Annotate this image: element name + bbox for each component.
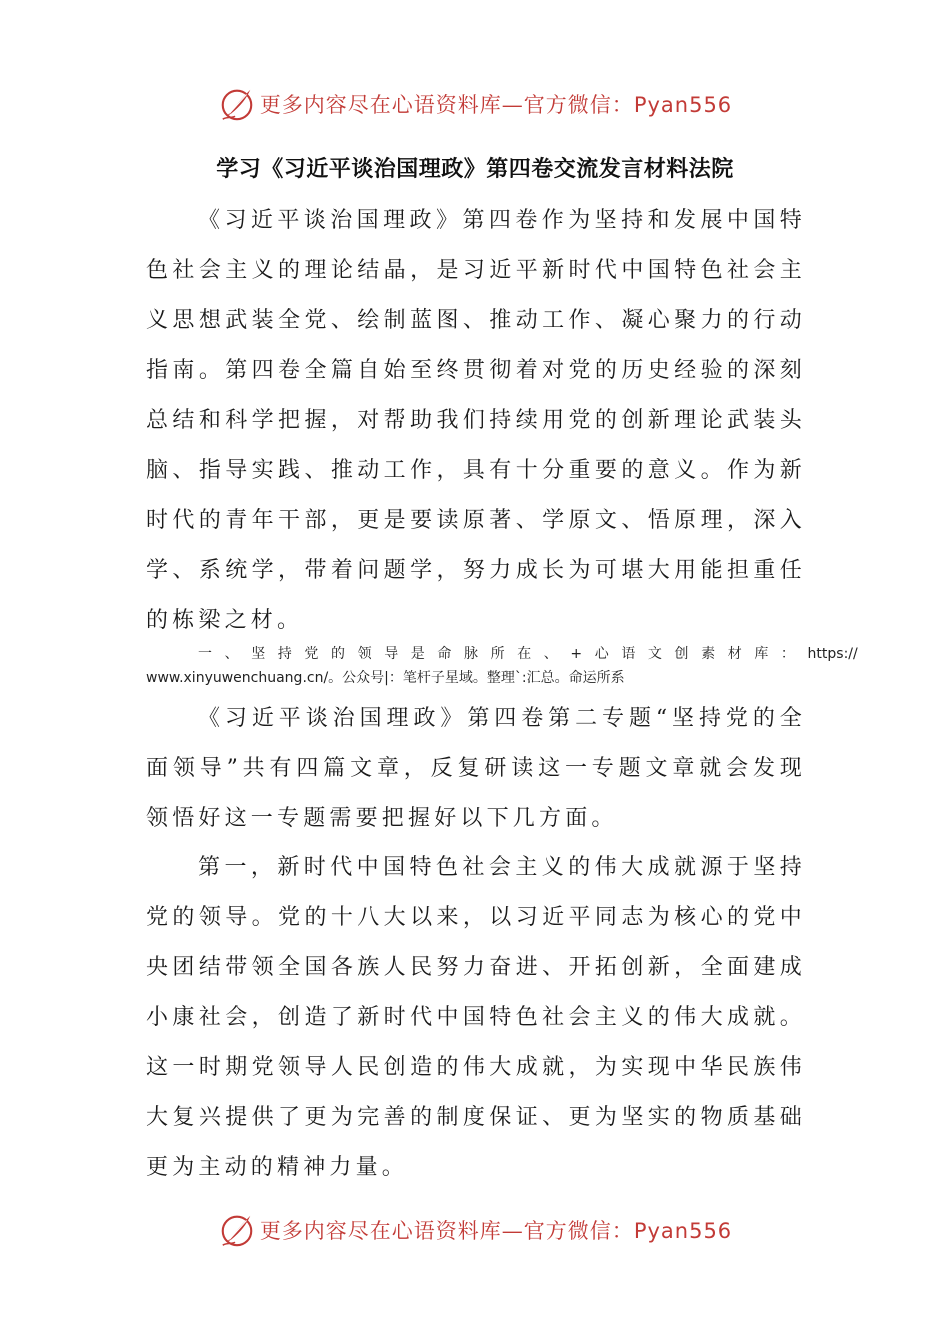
banner-text: 更多内容尽在心语资料库—官方微信：: [259, 1219, 634, 1243]
paragraph-1: 《习近平谈治国理政》第四卷作为坚持和发展中国特色社会主义的理论结晶，是习近平新时代中国特色社会主义思想武装全党、绘制蓝图、推动工作、凝心聚力的行动指南。第四卷全篇自始至终贯彻着对党的历史经验的深刻总结和科学把握，对帮助我们持续用党的创新理论武装头脑、指导实践、推动工作，具有十分重要的意义。作为新时代的青年干部，更是要读原著、学原文、悟原理，深入学、系统学，带着问题学，努力成长为可堪大用能担重任的栋梁之材。: [146, 208, 806, 633]
paragraph-3: 第一，新时代中国特色社会主义的伟大成就源于坚持党的领导。党的十八大以来，以习近平同志为核心的党中央团结带领全国各族人民努力奋进、开拓创新，全面建成小康社会，创造了新时代中国特色社会主义的伟大成就。这一时期党领导人民创造的伟大成就，为实现中华民族伟大复兴提供了更为完善的制度保证、更为坚实的物质基础更为主动的精神力量。: [146, 855, 806, 1180]
header-banner: [0, 82, 950, 126]
paragraph-2: 《习近平谈治国理政》第四卷第二专题“坚持党的全面领导”共有四篇文章，反复研读这一专题文章就会发现领悟好这一专题需要把握好以下几方面。: [146, 706, 806, 831]
note-url-start: https://: [807, 646, 858, 662]
footer-banner: [0, 1208, 950, 1252]
document-title: 学习《习近平谈治国理政》第四卷交流发言材料法院: [216, 157, 734, 182]
pen-quill-icon: [218, 1211, 256, 1249]
section-heading-note: [146, 642, 858, 690]
banner-text: 更多内容尽在心语资料库—官方微信：: [259, 93, 634, 117]
note-line-2: www.xinyuwenchuang.cn/。公众号|：笔杆子星域。整理`:汇总。命运所系: [146, 670, 625, 686]
note-line-1: 一、坚持党的领导是命脉所在、+心语文创素材库：: [198, 646, 808, 662]
pen-quill-icon: [218, 85, 256, 123]
banner-contact: Pyan556: [633, 93, 733, 117]
banner-contact: Pyan556: [633, 1219, 733, 1243]
